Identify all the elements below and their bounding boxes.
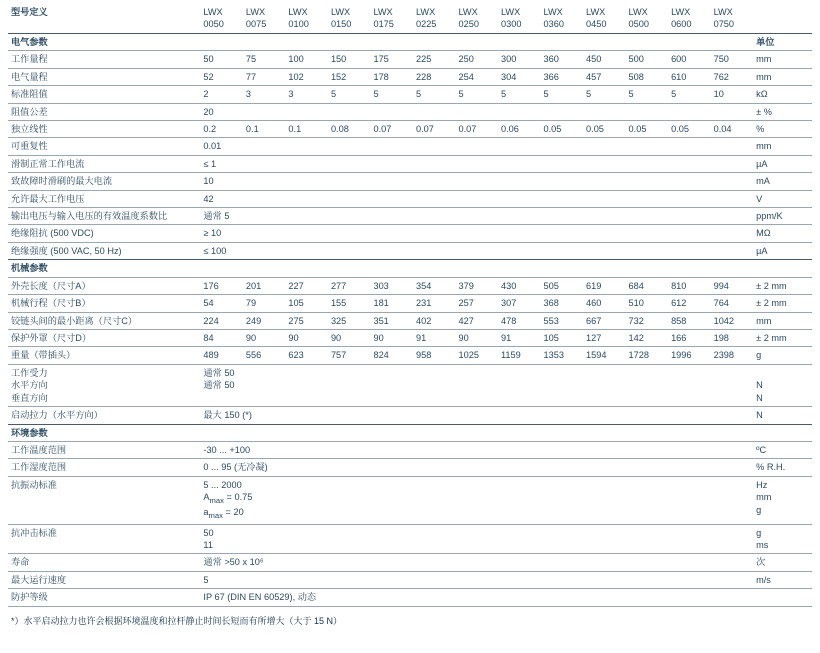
- row-value: 684: [626, 277, 669, 294]
- row-unit: N N: [753, 364, 812, 406]
- row-value-span: IP 67 (DIN EN 60529), 动态: [200, 589, 753, 606]
- row-value: 155: [328, 295, 371, 312]
- row-label: 绝缘阻抗 (500 VDC): [8, 225, 200, 242]
- section-unit-label: [753, 424, 812, 441]
- row-value-span: 20: [200, 103, 753, 120]
- row-value-span: 10: [200, 173, 753, 190]
- table-row: [8, 476, 812, 524]
- table-row: [8, 51, 812, 68]
- row-unit: ppm/K: [753, 208, 812, 225]
- section-header-row: [8, 260, 812, 277]
- section-unit-label: 单位: [753, 33, 812, 50]
- row-value: 77: [243, 68, 286, 85]
- model-column-0050: LWX 0050: [203, 7, 224, 30]
- row-value: 1594: [583, 347, 626, 364]
- row-value: 824: [370, 347, 413, 364]
- row-value: 307: [498, 295, 541, 312]
- row-value-span: 通常 >50 x 10⁶: [200, 554, 753, 571]
- row-value: 127: [583, 330, 626, 347]
- row-value: 52: [200, 68, 243, 85]
- row-value: 0.04: [711, 120, 754, 137]
- header-row-label: 型号定义: [11, 7, 48, 17]
- row-value: 2398: [711, 347, 754, 364]
- table-row: [8, 208, 812, 225]
- row-value: 366: [541, 68, 584, 85]
- row-value: 304: [498, 68, 541, 85]
- table-row: [8, 589, 812, 606]
- row-value: 176: [200, 277, 243, 294]
- row-unit: µA: [753, 155, 812, 172]
- row-label: 可重复性: [8, 138, 200, 155]
- row-unit: g ms: [753, 524, 812, 554]
- model-column-0150: LWX 0150: [330, 7, 352, 30]
- table-row: [8, 86, 812, 103]
- row-value: 508: [626, 68, 669, 85]
- row-value: 227: [285, 277, 328, 294]
- model-column-0450: LWX 0450: [586, 7, 607, 30]
- row-unit: kΩ: [753, 86, 812, 103]
- row-value: 150: [328, 51, 371, 68]
- row-label: 最大运行速度: [8, 571, 200, 588]
- row-unit: mm: [753, 51, 812, 68]
- table-row: [8, 364, 812, 406]
- section-spacer: [200, 260, 753, 277]
- row-value: 181: [370, 295, 413, 312]
- row-value: 750: [711, 51, 754, 68]
- section-spacer: [200, 424, 753, 441]
- row-value: 91: [498, 330, 541, 347]
- row-value: 5: [455, 86, 498, 103]
- row-value: 105: [541, 330, 584, 347]
- row-value: 1728: [626, 347, 669, 364]
- row-value: 250: [455, 51, 498, 68]
- header-unit: [753, 4, 812, 33]
- row-value: 764: [711, 295, 754, 312]
- table-row: [8, 103, 812, 120]
- row-value: 90: [328, 330, 371, 347]
- row-label: 工作受力 水平方向 垂直方向: [8, 364, 200, 406]
- row-value: 254: [455, 68, 498, 85]
- row-value: 360: [541, 51, 584, 68]
- row-unit: V: [753, 190, 812, 207]
- row-value: 300: [498, 51, 541, 68]
- row-value: 556: [243, 347, 286, 364]
- row-label: 重量（带插头）: [8, 347, 200, 364]
- table-row: [8, 120, 812, 137]
- row-label: 独立线性: [8, 120, 200, 137]
- row-value: 510: [626, 295, 669, 312]
- row-value: 0.05: [626, 120, 669, 137]
- table-row: [8, 330, 812, 347]
- row-value: 667: [583, 312, 626, 329]
- row-value: 277: [328, 277, 371, 294]
- row-value-span: 5: [200, 571, 753, 588]
- row-unit: mA: [753, 173, 812, 190]
- row-value: 90: [285, 330, 328, 347]
- table-row: [8, 173, 812, 190]
- row-value-span: 通常 5: [200, 208, 753, 225]
- model-column-0075: LWX 0075: [245, 7, 267, 30]
- row-label: 输出电压与输入电压的有效温度系数比: [8, 208, 200, 225]
- table-row: [8, 312, 812, 329]
- row-label: 机械行程（尺寸B）: [8, 295, 200, 312]
- row-value: 500: [626, 51, 669, 68]
- section-title: 电气参数: [8, 33, 200, 50]
- row-label: 阻值公差: [8, 103, 200, 120]
- row-value: 90: [370, 330, 413, 347]
- specification-table: [8, 4, 812, 607]
- row-unit: Hz mm g: [753, 476, 812, 524]
- row-value: 460: [583, 295, 626, 312]
- row-value: 1042: [711, 312, 754, 329]
- row-value-span: 5 ... 2000 $A_{max} = 0.75$ $a_{max} = 20$: [200, 476, 753, 524]
- table-row: [8, 459, 812, 476]
- row-value: 0.07: [413, 120, 456, 137]
- row-value: 0.07: [370, 120, 413, 137]
- row-value: 1025: [455, 347, 498, 364]
- row-value: 2: [200, 86, 243, 103]
- row-value: 166: [668, 330, 711, 347]
- row-unit: N: [753, 407, 812, 424]
- row-value: 224: [200, 312, 243, 329]
- row-value: 505: [541, 277, 584, 294]
- row-value: 430: [498, 277, 541, 294]
- row-value: 0.1: [243, 120, 286, 137]
- row-unit: ± 2 mm: [753, 295, 812, 312]
- row-value: 994: [711, 277, 754, 294]
- row-value: 142: [626, 330, 669, 347]
- row-unit: mm: [753, 312, 812, 329]
- footnote: *）水平启动拉力也许会根据环境温度和拉杆静止时间长短而有所增大（大于 15 N）: [11, 615, 343, 626]
- row-value: 228: [413, 68, 456, 85]
- row-unit: ± %: [753, 103, 812, 120]
- row-value: 75: [243, 51, 286, 68]
- row-value: 3: [243, 86, 286, 103]
- table-row: [8, 554, 812, 571]
- table-row: [8, 347, 812, 364]
- row-value: 450: [583, 51, 626, 68]
- model-column-0600: LWX 0600: [671, 7, 692, 30]
- row-unit: % R.H.: [753, 459, 812, 476]
- table-row: [8, 138, 812, 155]
- row-label: 工作温度范围: [8, 441, 200, 458]
- row-value: 0.06: [498, 120, 541, 137]
- row-unit: ± 2 mm: [753, 277, 812, 294]
- row-value: 90: [243, 330, 286, 347]
- row-value: 0.07: [455, 120, 498, 137]
- row-label: 工作湿度范围: [8, 459, 200, 476]
- row-unit: %: [753, 120, 812, 137]
- row-unit: mm: [753, 138, 812, 155]
- row-value: 457: [583, 68, 626, 85]
- table-row: [8, 441, 812, 458]
- table-row: [8, 242, 812, 259]
- row-value: 5: [498, 86, 541, 103]
- table-row: [8, 524, 812, 554]
- section-unit-label: [753, 260, 812, 277]
- row-value: 368: [541, 295, 584, 312]
- row-label: 标准阻值: [8, 86, 200, 103]
- row-value: 152: [328, 68, 371, 85]
- row-value-span: 42: [200, 190, 753, 207]
- row-label: 保护外罩（尺寸D）: [8, 330, 200, 347]
- table-row: [8, 225, 812, 242]
- row-value: 810: [668, 277, 711, 294]
- table-body: [8, 4, 812, 607]
- row-value: 0.2: [200, 120, 243, 137]
- table-row: [8, 571, 812, 588]
- row-value-span: -30 ... +100: [200, 441, 753, 458]
- row-unit: g: [753, 347, 812, 364]
- row-label: 允许最大工作电压: [8, 190, 200, 207]
- model-column-0360: LWX 0360: [543, 7, 564, 30]
- row-value: 90: [455, 330, 498, 347]
- row-value: 354: [413, 277, 456, 294]
- row-label: 铰链头间的最小距离（尺寸C）: [8, 312, 200, 329]
- row-value: 84: [200, 330, 243, 347]
- row-label: 绝缘强度 (500 VAC, 50 Hz): [8, 242, 200, 259]
- row-value: 427: [455, 312, 498, 329]
- row-value: 50: [200, 51, 243, 68]
- row-value-span: 0.01: [200, 138, 753, 155]
- bottom-rule-cell: [8, 606, 812, 607]
- table-bottom-rule: [8, 606, 812, 607]
- section-spacer: [200, 33, 753, 50]
- row-value: 351: [370, 312, 413, 329]
- row-value: 100: [285, 51, 328, 68]
- row-value: 79: [243, 295, 286, 312]
- row-value: 0.08: [328, 120, 371, 137]
- row-value: 958: [413, 347, 456, 364]
- row-value: 732: [626, 312, 669, 329]
- section-title: 机械参数: [8, 260, 200, 277]
- row-value: 489: [200, 347, 243, 364]
- row-value-span: 通常 50 通常 50: [200, 364, 753, 406]
- header-row: [8, 4, 812, 33]
- row-value: 3: [285, 86, 328, 103]
- table-row: [8, 277, 812, 294]
- row-value: 1996: [668, 347, 711, 364]
- row-value-span: 50 11: [200, 524, 753, 554]
- row-value: 757: [328, 347, 371, 364]
- row-label: 寿命: [8, 554, 200, 571]
- row-value: 231: [413, 295, 456, 312]
- row-value: 478: [498, 312, 541, 329]
- row-label: 工作量程: [8, 51, 200, 68]
- model-column-0750: LWX 0750: [713, 7, 735, 30]
- table-row: [8, 68, 812, 85]
- row-value: 1353: [541, 347, 584, 364]
- row-value-span: ≤ 1: [200, 155, 753, 172]
- row-value: 379: [455, 277, 498, 294]
- row-value: 5: [668, 86, 711, 103]
- row-value: 0.05: [541, 120, 584, 137]
- row-value: 5: [626, 86, 669, 103]
- row-value: 91: [413, 330, 456, 347]
- row-value: 0.05: [583, 120, 626, 137]
- row-unit: ± 2 mm: [753, 330, 812, 347]
- row-value: 623: [285, 347, 328, 364]
- row-value: 553: [541, 312, 584, 329]
- row-value: 201: [243, 277, 286, 294]
- row-value-span: ≤ 100: [200, 242, 753, 259]
- row-label: 滑制正常工作电流: [8, 155, 200, 172]
- row-value: 10: [711, 86, 754, 103]
- row-value: 275: [285, 312, 328, 329]
- row-value: 610: [668, 68, 711, 85]
- row-unit: MΩ: [753, 225, 812, 242]
- row-value: 0.05: [668, 120, 711, 137]
- table-row: [8, 155, 812, 172]
- row-label: 抗振动标准: [8, 476, 200, 524]
- row-value: 5: [413, 86, 456, 103]
- row-unit: 次: [753, 554, 812, 571]
- row-value-span: 最大 150 (*): [200, 407, 753, 424]
- row-value: 105: [285, 295, 328, 312]
- table-row: [8, 295, 812, 312]
- row-label: 外壳长度（尺寸A）: [8, 277, 200, 294]
- row-unit: [753, 589, 812, 606]
- model-column-0175: LWX 0175: [373, 7, 394, 30]
- row-value: 5: [370, 86, 413, 103]
- row-value: 5: [328, 86, 371, 103]
- row-value: 175: [370, 51, 413, 68]
- row-unit: ºC: [753, 441, 812, 458]
- row-value: 257: [455, 295, 498, 312]
- row-value: 1159: [498, 347, 541, 364]
- row-value-span: ≥ 10: [200, 225, 753, 242]
- row-label: 抗冲击标准: [8, 524, 200, 554]
- row-value: 0.1: [285, 120, 328, 137]
- row-label: 防护等级: [8, 589, 200, 606]
- section-header-row: [8, 33, 812, 50]
- row-value: 858: [668, 312, 711, 329]
- row-unit: µA: [753, 242, 812, 259]
- row-value: 303: [370, 277, 413, 294]
- row-value: 54: [200, 295, 243, 312]
- table-row: [8, 190, 812, 207]
- row-value: 5: [583, 86, 626, 103]
- model-column-0300: LWX 0300: [501, 7, 522, 30]
- row-value-span: 0 ... 95 (无冷凝): [200, 459, 753, 476]
- row-value: 5: [541, 86, 584, 103]
- row-label: 致故障时滑刷的最大电流: [8, 173, 200, 190]
- table-row: [8, 407, 812, 424]
- row-value: 225: [413, 51, 456, 68]
- row-value: 198: [711, 330, 754, 347]
- row-value: 178: [370, 68, 413, 85]
- model-column-0225: LWX 0225: [415, 7, 437, 30]
- section-title: 环境参数: [8, 424, 200, 441]
- row-value: 762: [711, 68, 754, 85]
- model-column-0500: LWX 0500: [628, 7, 649, 30]
- row-unit: mm: [753, 68, 812, 85]
- row-value: 612: [668, 295, 711, 312]
- row-label: 启动拉力（水平方向）: [8, 407, 200, 424]
- row-unit: m/s: [753, 571, 812, 588]
- row-label: 电气量程: [8, 68, 200, 85]
- row-value: 102: [285, 68, 328, 85]
- row-value: 619: [583, 277, 626, 294]
- model-column-0100: LWX 0100: [288, 7, 309, 30]
- row-value: 325: [328, 312, 371, 329]
- section-header-row: [8, 424, 812, 441]
- row-value: 249: [243, 312, 286, 329]
- row-value: 402: [413, 312, 456, 329]
- row-value: 600: [668, 51, 711, 68]
- model-column-0250: LWX 0250: [458, 7, 479, 30]
